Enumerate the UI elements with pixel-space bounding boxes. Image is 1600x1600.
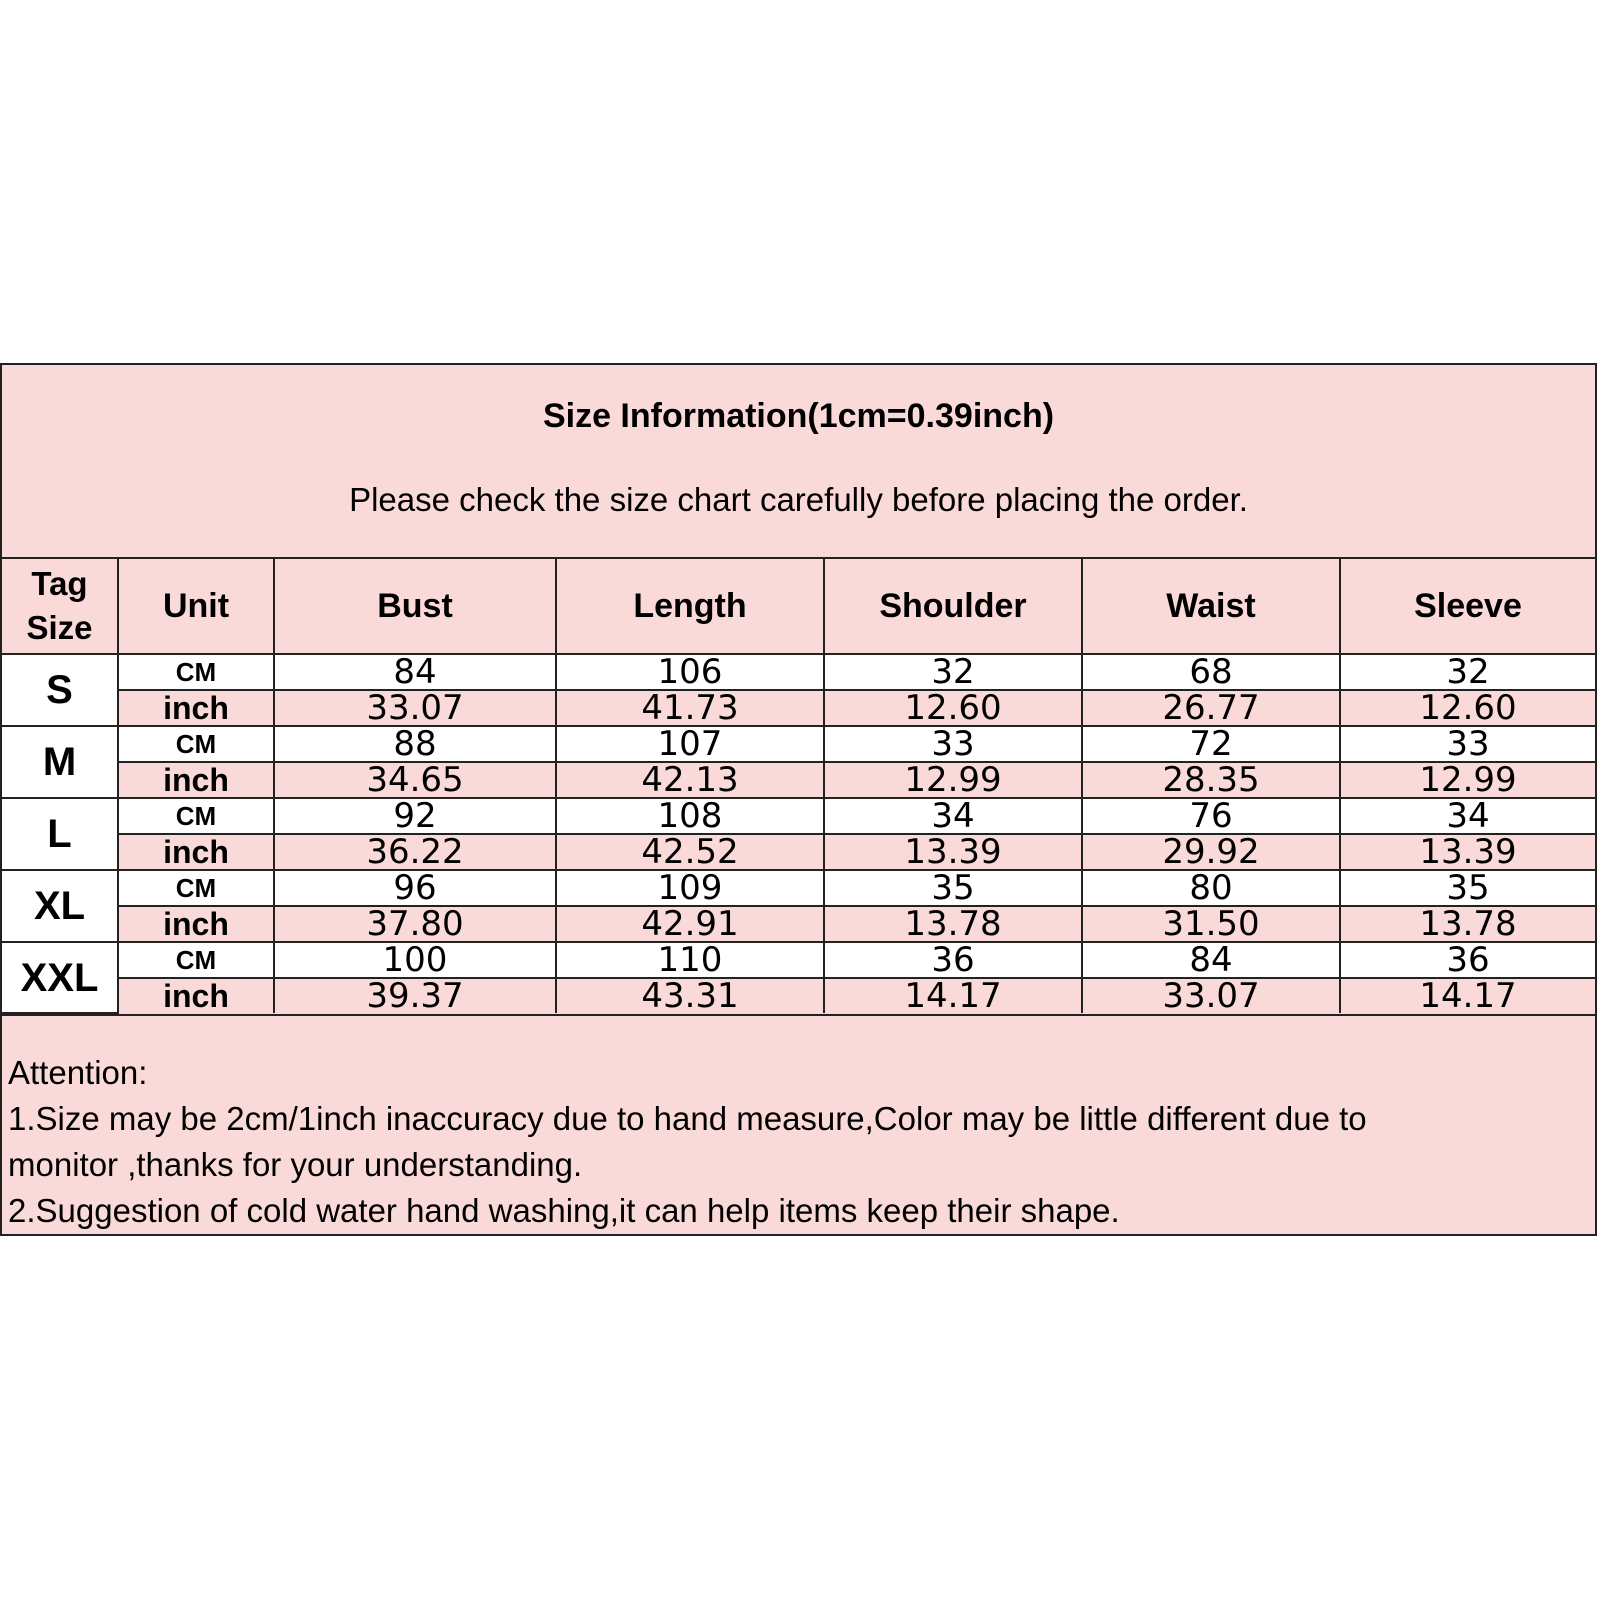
table-row — [2, 654, 1595, 690]
sleeve-cell: 34 — [1340, 798, 1595, 834]
note-line-1-continued: monitor ,thanks for your understanding. — [8, 1146, 583, 1183]
unit-cell: CM — [118, 798, 274, 834]
unit-cell: inch — [118, 834, 274, 870]
waist-cell: 72 — [1082, 726, 1340, 762]
notes-heading: Attention: — [8, 1054, 148, 1091]
chart-header — [2, 365, 1595, 559]
chart-title: Size Information(1cm=0.39inch) — [542, 397, 1055, 435]
column-header-unit: Unit — [118, 559, 274, 654]
sleeve-cell: 14.17 — [1340, 978, 1595, 1013]
table-row — [2, 870, 1595, 906]
column-header-bust: Bust — [274, 559, 556, 654]
unit-cell: inch — [118, 906, 274, 942]
shoulder-cell: 12.60 — [824, 690, 1082, 726]
size-table — [2, 559, 1595, 1014]
shoulder-cell: 34 — [824, 798, 1082, 834]
unit-cell: inch — [118, 978, 274, 1013]
shoulder-cell: 13.78 — [824, 906, 1082, 942]
shoulder-cell: 33 — [824, 726, 1082, 762]
bust-cell: 96 — [274, 870, 556, 906]
column-header-shoulder: Shoulder — [824, 559, 1082, 654]
table-row — [2, 906, 1595, 942]
shoulder-cell: 12.99 — [824, 762, 1082, 798]
waist-cell: 31.50 — [1082, 906, 1340, 942]
column-header-sleeve: Sleeve — [1340, 559, 1595, 654]
bust-cell: 36.22 — [274, 834, 556, 870]
length-cell: 43.31 — [556, 978, 824, 1013]
size-tag: L — [2, 798, 118, 870]
column-header-waist: Waist — [1082, 559, 1340, 654]
waist-cell: 26.77 — [1082, 690, 1340, 726]
sleeve-cell: 13.39 — [1340, 834, 1595, 870]
size-tag: M — [2, 726, 118, 798]
sleeve-cell: 32 — [1340, 654, 1595, 690]
waist-cell: 29.92 — [1082, 834, 1340, 870]
length-cell: 107 — [556, 726, 824, 762]
header-row — [2, 559, 1595, 654]
length-cell: 42.52 — [556, 834, 824, 870]
table-row — [2, 690, 1595, 726]
note-line-2: 2.Suggestion of cold water hand washing,it can help items keep their shape. — [8, 1192, 1120, 1229]
table-row — [2, 726, 1595, 762]
sleeve-cell: 13.78 — [1340, 906, 1595, 942]
sleeve-cell: 33 — [1340, 726, 1595, 762]
table-row — [2, 798, 1595, 834]
waist-cell: 76 — [1082, 798, 1340, 834]
note-line-1: 1.Size may be 2cm/1inch inaccuracy due to hand measure,Color may be little different due to — [8, 1100, 1367, 1137]
bust-cell: 92 — [274, 798, 556, 834]
bust-cell: 88 — [274, 726, 556, 762]
length-cell: 110 — [556, 942, 824, 978]
bust-cell: 34.65 — [274, 762, 556, 798]
shoulder-cell: 14.17 — [824, 978, 1082, 1013]
waist-cell: 28.35 — [1082, 762, 1340, 798]
sleeve-cell: 35 — [1340, 870, 1595, 906]
table-row — [2, 762, 1595, 798]
unit-cell: CM — [118, 654, 274, 690]
sleeve-cell: 36 — [1340, 942, 1595, 978]
size-tag: S — [2, 654, 118, 726]
shoulder-cell: 36 — [824, 942, 1082, 978]
bust-cell: 84 — [274, 654, 556, 690]
length-cell: 42.91 — [556, 906, 824, 942]
sleeve-cell: 12.99 — [1340, 762, 1595, 798]
size-chart-panel — [0, 363, 1597, 1236]
size-tag: XL — [2, 870, 118, 942]
sleeve-cell: 12.60 — [1340, 690, 1595, 726]
length-cell: 109 — [556, 870, 824, 906]
unit-cell: inch — [118, 690, 274, 726]
attention-notes — [2, 1014, 1595, 1234]
shoulder-cell: 35 — [824, 870, 1082, 906]
bust-cell: 37.80 — [274, 906, 556, 942]
length-cell: 106 — [556, 654, 824, 690]
waist-cell: 68 — [1082, 654, 1340, 690]
length-cell: 41.73 — [556, 690, 824, 726]
shoulder-cell: 32 — [824, 654, 1082, 690]
column-header-length: Length — [556, 559, 824, 654]
bust-cell: 33.07 — [274, 690, 556, 726]
waist-cell: 33.07 — [1082, 978, 1340, 1013]
table-row — [2, 942, 1595, 978]
bust-cell: 39.37 — [274, 978, 556, 1013]
table-row — [2, 834, 1595, 870]
unit-cell: CM — [118, 726, 274, 762]
bust-cell: 100 — [274, 942, 556, 978]
table-row — [2, 978, 1595, 1013]
unit-cell: CM — [118, 870, 274, 906]
waist-cell: 84 — [1082, 942, 1340, 978]
column-header-tag-size: Tag Size — [2, 559, 118, 654]
shoulder-cell: 13.39 — [824, 834, 1082, 870]
size-tag: XXL — [2, 942, 118, 1013]
unit-cell: inch — [118, 762, 274, 798]
unit-cell: CM — [118, 942, 274, 978]
chart-subtitle: Please check the size chart carefully before placing the order. — [349, 481, 1248, 518]
length-cell: 42.13 — [556, 762, 824, 798]
waist-cell: 80 — [1082, 870, 1340, 906]
length-cell: 108 — [556, 798, 824, 834]
